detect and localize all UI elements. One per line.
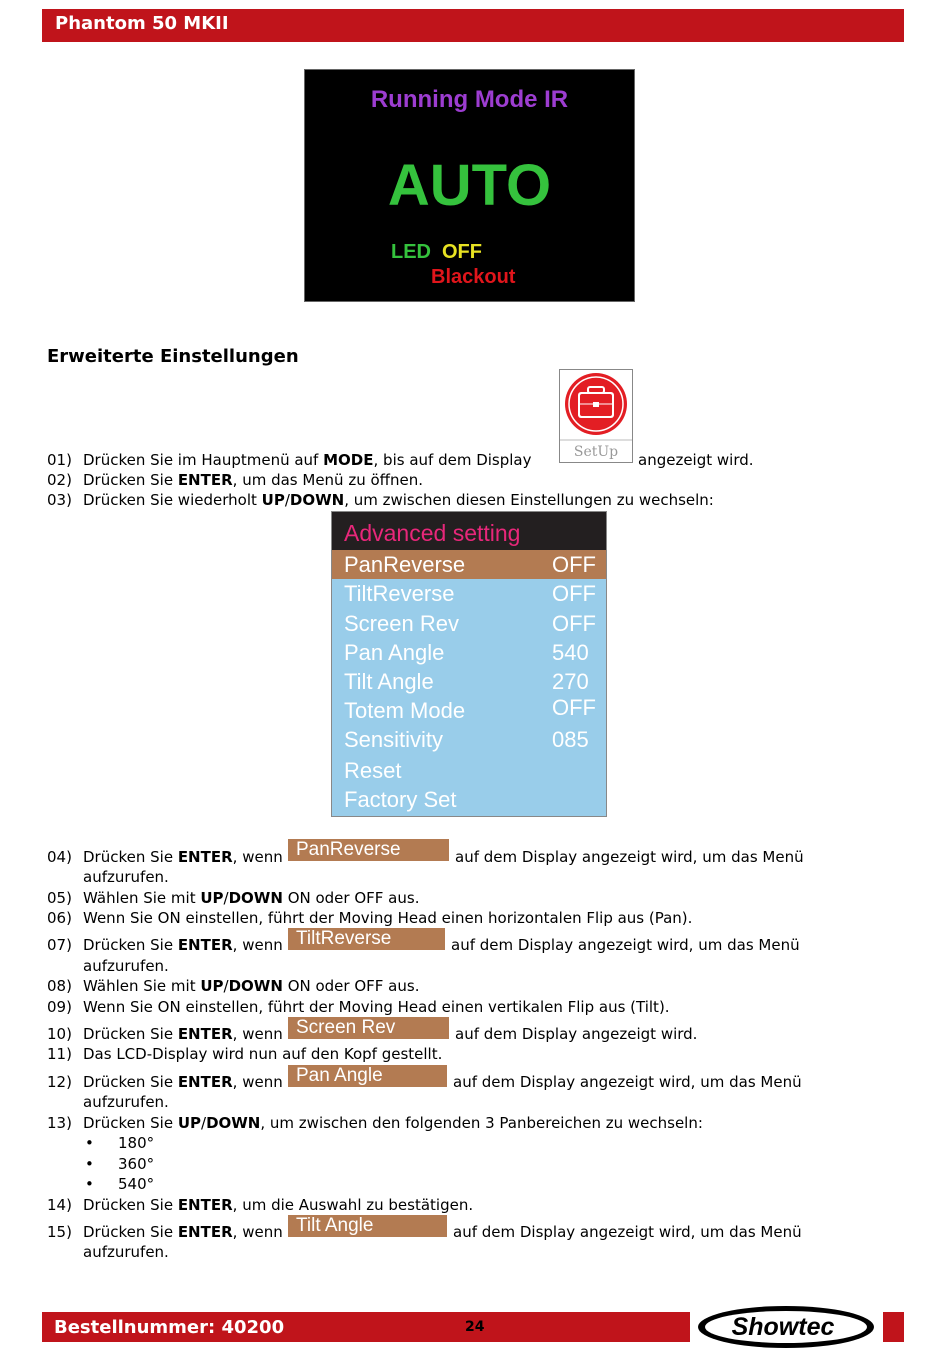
instruction-15-cont: aufzurufen. bbox=[83, 1243, 169, 1261]
showtec-logo bbox=[695, 1303, 877, 1351]
page-number: 24 bbox=[465, 1319, 485, 1335]
instruction-15: 15) Drücken Sie ENTER, wenn bbox=[47, 1223, 283, 1241]
instruction-03: 03) Drücken Sie wiederholt UP/DOWN, um zwischen diesen Einstellungen zu wechseln: bbox=[47, 491, 714, 509]
menu-title-bar bbox=[332, 512, 606, 550]
instruction-09: 09) Wenn Sie ON einstellen, führt der Moving Head einen vertikalen Flip aus (Tilt). bbox=[47, 998, 670, 1016]
logo-wordmark: Showtec bbox=[731, 1313, 835, 1341]
menu-item-sensitivity: Sensitivity 085 bbox=[344, 727, 589, 752]
menu-item-factory-set: Factory Set bbox=[344, 787, 457, 812]
order-number: Bestellnummer: 40200 bbox=[54, 1317, 285, 1338]
running-mode-display bbox=[304, 69, 635, 302]
instruction-12-end: auf dem Display angezeigt wird, um das Menü bbox=[453, 1073, 802, 1091]
instruction-06: 06) Wenn Sie ON einstellen, führt der Moving Head einen horizontalen Flip aus (Pan). bbox=[47, 909, 693, 927]
menu-item-tilt-angle: Tilt Angle 270 bbox=[344, 669, 589, 694]
instruction-04: 04) Drücken Sie ENTER, wenn bbox=[47, 848, 283, 866]
bullet-dot: • bbox=[85, 1175, 94, 1193]
menu-item-pan-reverse: PanReverse OFF bbox=[332, 550, 606, 579]
inline-label-tilt-reverse: TiltReverse bbox=[288, 928, 445, 950]
menu-item-pan-angle: Pan Angle 540 bbox=[344, 640, 589, 665]
menu-item-totem-mode: Totem Mode OFF bbox=[344, 695, 596, 723]
instruction-07-end: auf dem Display angezeigt wird, um das Menü bbox=[451, 936, 800, 954]
led-label: LED bbox=[391, 241, 431, 263]
advanced-setting-menu bbox=[331, 511, 607, 817]
inline-label-pan-angle: Pan Angle bbox=[288, 1065, 447, 1087]
instruction-07-cont: aufzurufen. bbox=[83, 957, 169, 975]
toolbox-icon bbox=[560, 370, 632, 462]
running-mode-value: AUTO bbox=[387, 153, 552, 218]
setup-icon-label: SetUp bbox=[573, 444, 619, 460]
header-bar bbox=[42, 9, 904, 42]
instruction-07: 07) Drücken Sie ENTER, wenn bbox=[47, 936, 283, 954]
instruction-14: 14) Drücken Sie ENTER, um die Auswahl zu bestätigen. bbox=[47, 1196, 474, 1214]
setup-icon bbox=[559, 369, 633, 463]
instruction-12-cont: aufzurufen. bbox=[83, 1093, 169, 1111]
instruction-01: 01) Drücken Sie im Hauptmenü auf MODE, bis auf dem Display bbox=[47, 451, 532, 469]
instruction-01-end: angezeigt wird. bbox=[638, 451, 754, 469]
pan-range-180: 180° bbox=[118, 1134, 155, 1152]
page-header-title: Phantom 50 MKII bbox=[55, 13, 229, 34]
menu-title: Advanced setting bbox=[344, 520, 521, 546]
footer-tab bbox=[883, 1312, 904, 1342]
instruction-02: 02) Drücken Sie ENTER, um das Menü zu öffnen. bbox=[47, 471, 423, 489]
brand-logo-icon bbox=[695, 1303, 877, 1351]
bullet-dot: • bbox=[85, 1134, 94, 1152]
inline-label-tilt-angle: Tilt Angle bbox=[288, 1215, 447, 1237]
led-value: OFF bbox=[442, 241, 482, 263]
inline-label-screen-rev: Screen Rev bbox=[288, 1017, 449, 1039]
instruction-04-end: auf dem Display angezeigt wird, um das Menü bbox=[455, 848, 804, 866]
instruction-13: 13) Drücken Sie UP/DOWN, um zwischen den folgenden 3 Panbereichen zu wechseln: bbox=[47, 1114, 703, 1132]
instruction-08: 08) Wählen Sie mit UP/DOWN ON oder OFF aus. bbox=[47, 977, 420, 995]
pan-range-540: 540° bbox=[118, 1175, 155, 1193]
instruction-11: 11) Das LCD-Display wird nun auf den Kopf gestellt. bbox=[47, 1045, 443, 1063]
menu-item-screen-rev: Screen Rev OFF bbox=[344, 611, 596, 636]
instruction-15-end: auf dem Display angezeigt wird, um das Menü bbox=[453, 1223, 802, 1241]
instruction-05: 05) Wählen Sie mit UP/DOWN ON oder OFF aus. bbox=[47, 889, 420, 907]
instruction-12: 12) Drücken Sie ENTER, wenn bbox=[47, 1073, 283, 1091]
pan-range-360: 360° bbox=[118, 1155, 155, 1173]
running-mode-title: Running Mode IR bbox=[370, 86, 569, 113]
instruction-10: 10) Drücken Sie ENTER, wenn bbox=[47, 1025, 283, 1043]
blackout-label: Blackout bbox=[431, 266, 516, 288]
inline-label-pan-reverse: PanReverse bbox=[288, 839, 449, 861]
section-heading: Erweiterte Einstellungen bbox=[47, 346, 299, 367]
bullet-dot: • bbox=[85, 1155, 94, 1173]
menu-item-reset: Reset bbox=[344, 758, 402, 783]
footer-bar bbox=[42, 1312, 690, 1342]
instruction-10-end: auf dem Display angezeigt wird. bbox=[455, 1025, 698, 1043]
menu-item-tilt-reverse: TiltReverse OFF bbox=[344, 581, 596, 606]
instruction-04-cont: aufzurufen. bbox=[83, 868, 169, 886]
